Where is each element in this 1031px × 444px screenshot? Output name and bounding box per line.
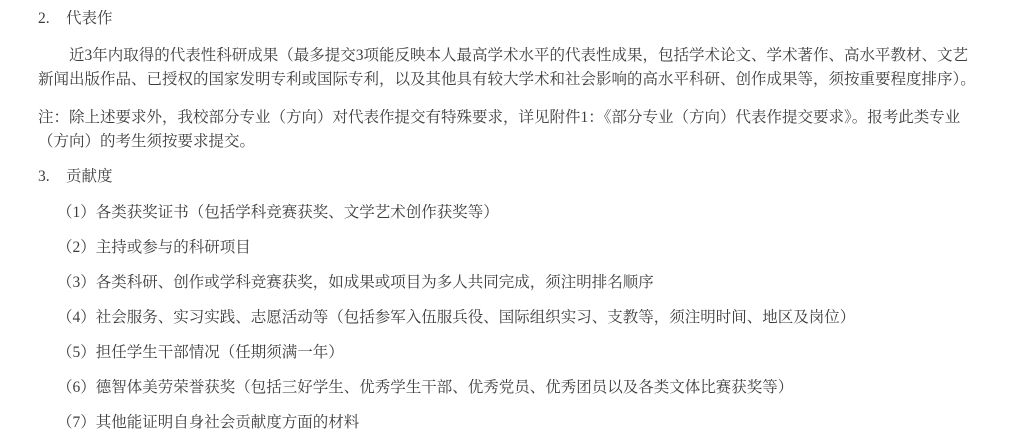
- list-item: （4）社会服务、实习实践、志愿活动等（包括参军入伍服兵役、国际组织实习、支教等，须注明时间、地区及岗位）: [57, 309, 856, 326]
- section-title: 贡献度: [66, 168, 113, 185]
- section-heading-representative-works: [38, 7, 1001, 31]
- section-number: 3.: [38, 168, 50, 185]
- section-title: 代表作: [66, 10, 113, 27]
- list-item: （7）其他能证明自身社会贡献度方面的材料: [57, 414, 360, 431]
- section-number: 2.: [38, 10, 50, 27]
- list-item: （3）各类科研、创作或学科竞赛获奖，如成果或项目为多人共同完成，须注明排名顺序: [57, 274, 654, 291]
- paragraph-line: 近3年内取得的代表性科研成果（最多提交3项能反映本人最高学术水平的代表性成果，包括学术论文、学术著作、高水平教材、文艺: [69, 47, 969, 64]
- paragraph-line: 新闻出版作品、已授权的国家发明专利或国际专利，以及其他具有较大学术和社会影响的高水平科研、创作成果等，须按重要程度排序）。: [38, 71, 976, 88]
- note-paragraph: [38, 106, 1001, 154]
- list-item: （5）担任学生干部情况（任期须满一年）: [57, 344, 344, 361]
- contribution-list: [38, 201, 1001, 435]
- note-line: 注：除上述要求外，我校部分专业（方向）对代表作提交有特殊要求，详见附件1：《部分专业（方向）代表作提交要求》。报考此类专业: [38, 109, 961, 126]
- list-item: （2）主持或参与的科研项目: [57, 239, 251, 256]
- representative-works-paragraph: [38, 44, 1001, 92]
- note-line: （方向）的考生须按要求提交。: [38, 133, 256, 150]
- section-heading-contribution: [38, 165, 1001, 189]
- list-item: （6）德智体美劳荣誉获奖（包括三好学生、优秀学生干部、优秀党员、优秀团员以及各类文体比赛获奖等）: [57, 379, 794, 396]
- list-item: （1）各类获奖证书（包括学科竞赛获奖、文学艺术创作获奖等）: [57, 204, 499, 221]
